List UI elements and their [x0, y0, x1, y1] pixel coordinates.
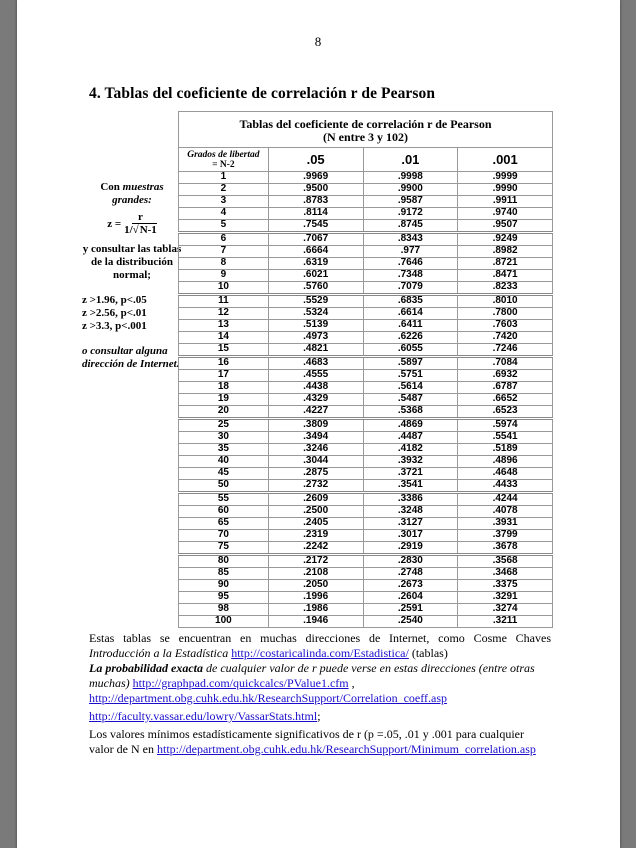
cell-p05: .6664 — [268, 246, 363, 258]
note-line-3: y consultar las tablas de la distribución normal; — [82, 243, 182, 281]
cell-p01: .5751 — [363, 370, 458, 382]
cell-p001: .5189 — [458, 444, 553, 456]
cell-df: 90 — [179, 580, 269, 592]
cell-df: 80 — [179, 555, 269, 568]
cell-p01: .3248 — [363, 506, 458, 518]
cell-p01: .4487 — [363, 432, 458, 444]
table-row — [179, 493, 553, 506]
header-p05: .05 — [268, 148, 363, 172]
cell-p05: .3809 — [268, 419, 363, 432]
refs-minimum-values: Los valores mínimos estadísticamente significativos de r (p =.05, .01 y .001 para cualquier valor de N en http://department.obg.cuhk.edu.hk/ResearchSupport/Minimum_correlation.asp — [89, 727, 536, 756]
cell-p01: .7079 — [363, 282, 458, 295]
cell-p01: .6835 — [363, 295, 458, 308]
cell-p001: .4648 — [458, 468, 553, 480]
note-line-4: o consultar alguna dirección de Internet. — [82, 345, 180, 370]
cell-p05: .8114 — [268, 208, 363, 220]
cell-p001: .3375 — [458, 580, 553, 592]
table-row — [179, 320, 553, 332]
cell-p01: .7348 — [363, 270, 458, 282]
cell-p001: .3931 — [458, 518, 553, 530]
link-cuhk-correlation[interactable]: http://department.obg.cuhk.edu.hk/ResearchSupport/Correlation_coeff.asp — [89, 691, 448, 705]
cell-p05: .5529 — [268, 295, 363, 308]
cell-p01: .3127 — [363, 518, 458, 530]
cell-p05: .4438 — [268, 382, 363, 394]
cell-df: 1 — [179, 172, 269, 184]
cell-p001: .7084 — [458, 357, 553, 370]
cell-df: 95 — [179, 592, 269, 604]
cell-p05: .2609 — [268, 493, 363, 506]
cell-df: 13 — [179, 320, 269, 332]
cell-p05: .1986 — [268, 604, 363, 616]
link-vassarstats[interactable]: http://faculty.vassar.edu/lowry/VassarStats.html — [89, 709, 318, 723]
cell-p01: .4182 — [363, 444, 458, 456]
cell-p05: .2172 — [268, 555, 363, 568]
cell-df: 9 — [179, 270, 269, 282]
table-row — [179, 555, 553, 568]
section-title: 4. Tablas del coeficiente de correlación r de Pearson — [89, 85, 436, 102]
refs-intro: Estas tablas se encuentran en muchas direcciones de Internet, como Cosme Chaves — [89, 631, 551, 645]
cell-p001: .8721 — [458, 258, 553, 270]
sqrt-icon: √ — [132, 224, 139, 236]
cell-p01: .977 — [363, 246, 458, 258]
cell-p001: .8471 — [458, 270, 553, 282]
cell-df: 40 — [179, 456, 269, 468]
cell-df: 50 — [179, 480, 269, 493]
cell-p001: .3468 — [458, 568, 553, 580]
cell-df: 98 — [179, 604, 269, 616]
cell-p05: .2875 — [268, 468, 363, 480]
cell-df: 60 — [179, 506, 269, 518]
cell-p001: .5974 — [458, 419, 553, 432]
cell-p01: .2540 — [363, 616, 458, 628]
large-sample-note — [82, 181, 182, 371]
cell-p05: .5324 — [268, 308, 363, 320]
table-row — [179, 444, 553, 456]
cell-df: 70 — [179, 530, 269, 542]
cell-df: 35 — [179, 444, 269, 456]
table-row — [179, 456, 553, 468]
cell-p001: .6787 — [458, 382, 553, 394]
cell-p001: .3291 — [458, 592, 553, 604]
table-row — [179, 332, 553, 344]
cell-p01: .2591 — [363, 604, 458, 616]
cell-p01: .5614 — [363, 382, 458, 394]
cell-p05: .9500 — [268, 184, 363, 196]
cell-df: 14 — [179, 332, 269, 344]
cell-df: 17 — [179, 370, 269, 382]
table-row — [179, 406, 553, 419]
table-row — [179, 604, 553, 616]
cell-p001: .9999 — [458, 172, 553, 184]
table-row — [179, 208, 553, 220]
cell-df: 11 — [179, 295, 269, 308]
cell-df: 8 — [179, 258, 269, 270]
table-body — [179, 172, 553, 628]
cell-p001: .4433 — [458, 480, 553, 493]
pearson-r-table — [178, 111, 553, 628]
cell-p05: .4683 — [268, 357, 363, 370]
cell-df: 4 — [179, 208, 269, 220]
table-row — [179, 394, 553, 406]
cell-df: 18 — [179, 382, 269, 394]
table-row — [179, 282, 553, 295]
cell-p01: .6226 — [363, 332, 458, 344]
cell-df: 45 — [179, 468, 269, 480]
cell-p01: .9587 — [363, 196, 458, 208]
cell-df: 12 — [179, 308, 269, 320]
cell-p01: .9998 — [363, 172, 458, 184]
table-row — [179, 382, 553, 394]
cell-p001: .7420 — [458, 332, 553, 344]
cell-p001: .3211 — [458, 616, 553, 628]
cell-p001: .6652 — [458, 394, 553, 406]
table-row — [179, 196, 553, 208]
cell-p001: .9740 — [458, 208, 553, 220]
cell-p05: .1946 — [268, 616, 363, 628]
link-graphpad[interactable]: http://graphpad.com/quickcalcs/PValue1.cfm — [132, 676, 349, 690]
cell-df: 25 — [179, 419, 269, 432]
cell-p01: .5368 — [363, 406, 458, 419]
cell-p05: .2732 — [268, 480, 363, 493]
table-row — [179, 419, 553, 432]
z-thresholds — [82, 294, 182, 333]
cell-df: 5 — [179, 220, 269, 233]
cell-p05: .2050 — [268, 580, 363, 592]
table-row — [179, 542, 553, 555]
cell-p05: .2242 — [268, 542, 363, 555]
cell-p05: .3246 — [268, 444, 363, 456]
cell-p05: .4973 — [268, 332, 363, 344]
cell-p001: .3678 — [458, 542, 553, 555]
table-row — [179, 246, 553, 258]
cell-df: 30 — [179, 432, 269, 444]
cell-p05: .3494 — [268, 432, 363, 444]
cell-p001: .6523 — [458, 406, 553, 419]
cell-p05: .9969 — [268, 172, 363, 184]
table-caption: Tablas del coeficiente de correlación r de Pearson (N entre 3 y 102) — [179, 112, 553, 148]
z-threshold: z >1.96, p<.05 — [82, 294, 147, 306]
cell-p001: .8233 — [458, 282, 553, 295]
cell-df: 15 — [179, 344, 269, 357]
cell-df: 10 — [179, 282, 269, 295]
table-row — [179, 357, 553, 370]
z-threshold: z >2.56, p<.01 — [82, 307, 147, 319]
cell-p01: .5897 — [363, 357, 458, 370]
cell-p001: .4244 — [458, 493, 553, 506]
cell-p01: .3017 — [363, 530, 458, 542]
cell-df: 100 — [179, 616, 269, 628]
cell-p01: .5487 — [363, 394, 458, 406]
note-line-2: grandes: — [112, 194, 152, 206]
cell-p05: .5139 — [268, 320, 363, 332]
z-threshold: z >3.3, p<.001 — [82, 320, 147, 332]
cell-p01: .3386 — [363, 493, 458, 506]
cell-p001: .7800 — [458, 308, 553, 320]
cell-p01: .4869 — [363, 419, 458, 432]
cell-p05: .2500 — [268, 506, 363, 518]
note-line-1: Con muestras — [100, 181, 164, 193]
cell-p01: .6055 — [363, 344, 458, 357]
table-row — [179, 184, 553, 196]
cell-p001: .9507 — [458, 220, 553, 233]
cell-p05: .4555 — [268, 370, 363, 382]
table-row — [179, 270, 553, 282]
cell-df: 7 — [179, 246, 269, 258]
cell-p001: .4896 — [458, 456, 553, 468]
cell-p001: .6932 — [458, 370, 553, 382]
cell-df: 20 — [179, 406, 269, 419]
cell-df: 19 — [179, 394, 269, 406]
cell-p01: .3932 — [363, 456, 458, 468]
table-row — [179, 506, 553, 518]
cell-p01: .3721 — [363, 468, 458, 480]
cell-df: 55 — [179, 493, 269, 506]
cell-p01: .8745 — [363, 220, 458, 233]
cell-p01: .6411 — [363, 320, 458, 332]
link-cuhk-minimum[interactable]: http://department.obg.cuhk.edu.hk/ResearchSupport/Minimum_correlation.asp — [156, 742, 536, 756]
table-row — [179, 432, 553, 444]
cell-p001: .7246 — [458, 344, 553, 357]
table-row — [179, 468, 553, 480]
cell-p05: .1996 — [268, 592, 363, 604]
cell-p01: .2748 — [363, 568, 458, 580]
cell-p05: .2405 — [268, 518, 363, 530]
cell-p01: .7646 — [363, 258, 458, 270]
cell-p001: .9911 — [458, 196, 553, 208]
cell-p001: .8010 — [458, 295, 553, 308]
refs-exact-probability: La probabilidad exacta de cualquier valor de r puede verse en estas direcciones (entre otras muchas) http://graphpad.com/quickcalcs/PValue1.cfm , — [89, 661, 535, 690]
header-degrees-of-freedom: Grados de libertad = N-2 — [179, 148, 269, 172]
cell-p05: .4821 — [268, 344, 363, 357]
cell-p05: .4227 — [268, 406, 363, 419]
cell-p05: .6021 — [268, 270, 363, 282]
cell-p001: .9990 — [458, 184, 553, 196]
cell-p001: .8982 — [458, 246, 553, 258]
cell-p01: .9172 — [363, 208, 458, 220]
page-number: 8 — [314, 34, 322, 49]
cell-df: 75 — [179, 542, 269, 555]
cell-p001: .5541 — [458, 432, 553, 444]
cell-p05: .8783 — [268, 196, 363, 208]
header-p01: .01 — [363, 148, 458, 172]
cell-p05: .2108 — [268, 568, 363, 580]
table-row — [179, 233, 553, 246]
cell-p001: .3799 — [458, 530, 553, 542]
table-row — [179, 592, 553, 604]
cell-p05: .7067 — [268, 233, 363, 246]
cell-p01: .2604 — [363, 592, 458, 604]
cell-p05: .6319 — [268, 258, 363, 270]
table-row — [179, 480, 553, 493]
cell-p05: .7545 — [268, 220, 363, 233]
cell-df: 65 — [179, 518, 269, 530]
cell-df: 6 — [179, 233, 269, 246]
cell-p001: .9249 — [458, 233, 553, 246]
refs-chaves: Introducción a la Estadística http://costaricalinda.com/Estadistica/ (tablas) — [89, 646, 448, 660]
table-row — [179, 344, 553, 357]
table-row — [179, 518, 553, 530]
table-row — [179, 530, 553, 542]
references-section: Estas tablas se encuentran en muchas direcciones de Internet, como Cosme Chaves Introducción a la Estadística http://costaricalinda.com/Estadistica/ (tablas) La probabilidad exacta de cualquier valor de r puede verse en estas direcciones (entre otras muchas) http://graphpad.com/quickcalcs/PValue1.cfm , http://department.obg.cuhk.edu.hk/ResearchSupport/Correlation_coeff.asp http://faculty.vassar.edu/lowry/VassarStats.html; Los valores mínimos estadísticamente significativos de r (p =.05, .01 y .001 para cualquier valor de N en http://department.obg.cuhk.edu.hk/ResearchSupport/Minimum_correlation.asp — [89, 631, 551, 756]
cell-p05: .5760 — [268, 282, 363, 295]
cell-df: 3 — [179, 196, 269, 208]
table-row — [179, 172, 553, 184]
cell-p01: .3541 — [363, 480, 458, 493]
table-row — [179, 616, 553, 628]
cell-p01: .2830 — [363, 555, 458, 568]
z-formula: z = $\frac{r}{1/√N-1}$ — [107, 211, 157, 236]
table-row — [179, 220, 553, 233]
link-costaricalinda[interactable]: http://costaricalinda.com/Estadistica/ — [231, 646, 409, 660]
cell-p05: .4329 — [268, 394, 363, 406]
cell-p05: .3044 — [268, 456, 363, 468]
cell-p01: .9900 — [363, 184, 458, 196]
cell-df: 2 — [179, 184, 269, 196]
header-p001: .001 — [458, 148, 553, 172]
cell-p001: .3568 — [458, 555, 553, 568]
cell-p01: .6614 — [363, 308, 458, 320]
cell-p01: .2673 — [363, 580, 458, 592]
table-row — [179, 308, 553, 320]
cell-p001: .7603 — [458, 320, 553, 332]
cell-df: 85 — [179, 568, 269, 580]
table-row — [179, 258, 553, 270]
cell-p01: .2919 — [363, 542, 458, 555]
table-row — [179, 580, 553, 592]
cell-p001: .3274 — [458, 604, 553, 616]
cell-df: 16 — [179, 357, 269, 370]
cell-p001: .4078 — [458, 506, 553, 518]
cell-p05: .2319 — [268, 530, 363, 542]
table-row — [179, 568, 553, 580]
table-row — [179, 295, 553, 308]
table-row — [179, 370, 553, 382]
cell-p01: .8343 — [363, 233, 458, 246]
